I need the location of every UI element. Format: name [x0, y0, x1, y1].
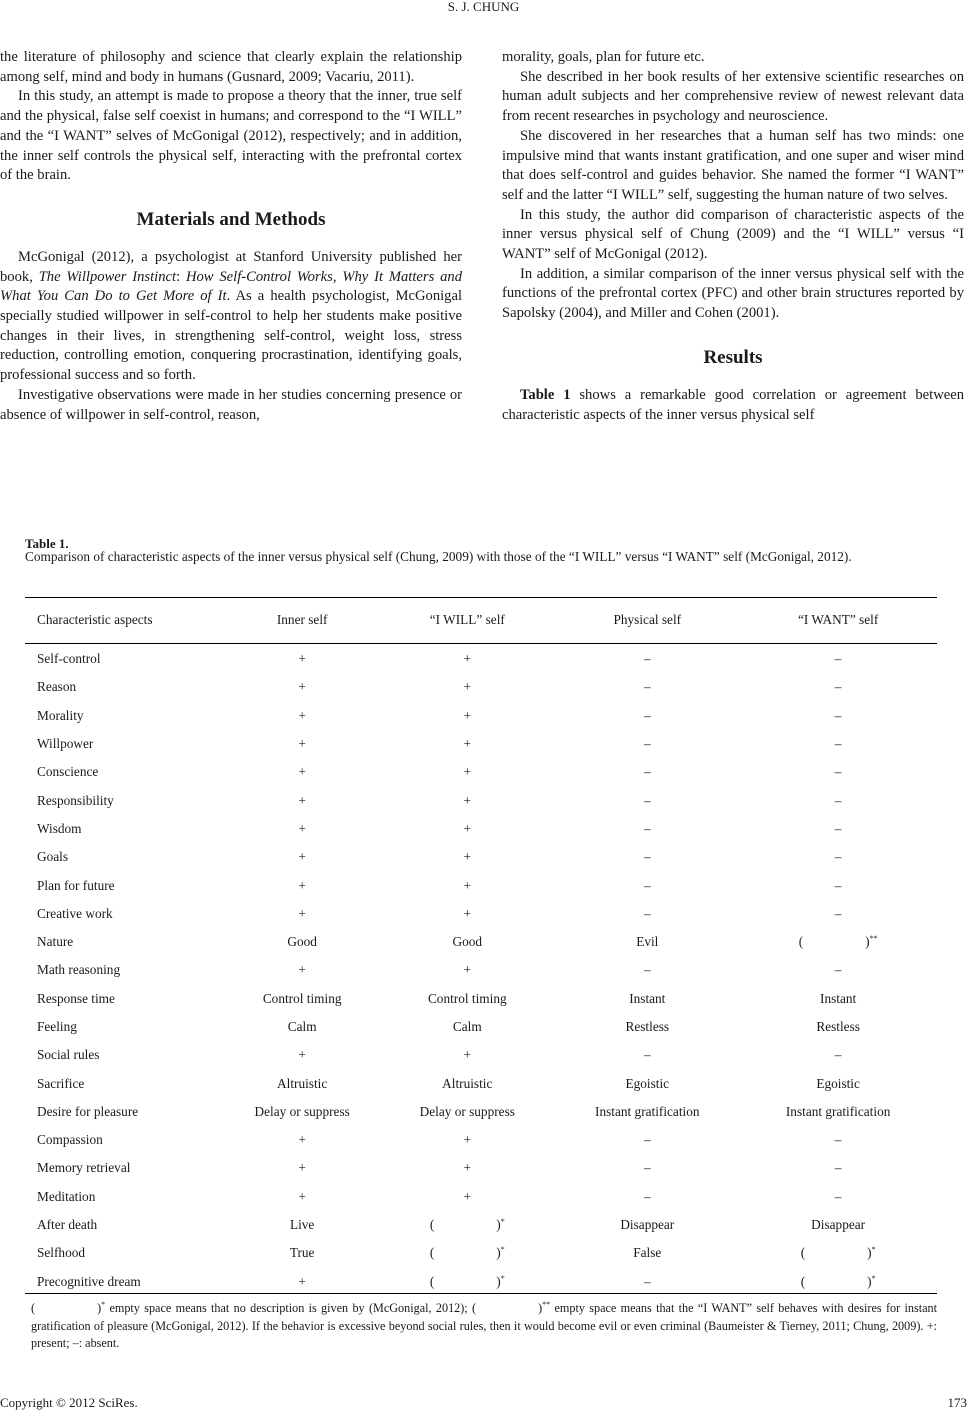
row-label: Wisdom: [37, 820, 82, 836]
table-cell: Disappear: [811, 1217, 866, 1233]
table-cell: –: [643, 679, 651, 695]
empty-marker-cell: ( )*: [800, 1273, 876, 1289]
table-cell: +: [298, 736, 306, 752]
row-label: Compassion: [37, 1132, 103, 1148]
table-cell: +: [463, 1188, 472, 1204]
table-row: [25, 985, 937, 1013]
book-subtitle: How Self-Control Works: [185, 268, 333, 285]
row-label: Social rules: [37, 1047, 100, 1063]
row-label: Selfhood: [37, 1245, 86, 1261]
table-caption: Comparison of characteristic aspects of the inner versus physical self (Chung, 2009) with those of the “I WILL” versus “I WANT” self (McGonigal, 2012).: [25, 549, 852, 564]
table-cell: +: [463, 1047, 472, 1063]
table-cell: –: [643, 1160, 651, 1176]
table-cell: –: [834, 1188, 842, 1204]
table-cell: –: [643, 905, 651, 921]
empty-marker-cell: ( )*: [429, 1217, 505, 1233]
table-cell: +: [463, 707, 472, 723]
table-cell: +: [463, 764, 472, 780]
table-label: Table 1.: [25, 536, 69, 551]
empty-marker-cell: ( )**: [798, 934, 878, 950]
table-cell: Calm: [287, 1019, 317, 1034]
table-cell: +: [463, 1160, 472, 1176]
table-cell: +: [298, 764, 306, 780]
section-heading-methods: Materials and Methods: [136, 208, 326, 230]
table-cell: –: [643, 1132, 651, 1148]
table-cell: +: [298, 1047, 306, 1063]
table-cell: –: [834, 764, 842, 780]
table-cell: +: [298, 1132, 306, 1148]
table-cell: Restless: [625, 1019, 670, 1034]
table-cell: +: [463, 679, 472, 695]
row-label: Nature: [37, 934, 74, 950]
table-cell: +: [298, 820, 306, 836]
table-cell: Instant: [629, 990, 666, 1006]
empty-marker-cell: ( )*: [800, 1245, 876, 1261]
row-label: Responsibility: [37, 792, 114, 808]
row-label: Morality: [37, 707, 84, 723]
column-header: “I WANT” self: [798, 612, 879, 627]
table-row: [25, 843, 937, 871]
table-row: [25, 673, 937, 701]
table-cell: Delay or suppress: [419, 1103, 515, 1119]
table-cell: –: [643, 877, 651, 893]
paragraph: She described in her book results of her extensive scientific researches on human adult subjects and her comprehensive review of newest relevant data from recent researches in psychology and neuroscience.: [502, 68, 964, 125]
table-cell: –: [643, 651, 651, 667]
table-cell: +: [463, 792, 472, 808]
paragraph: Investigative observations were made in her studies concerning presence or absence of willpower in self-control, reason,: [0, 386, 462, 423]
left-column: [0, 48, 462, 425]
table-row: [25, 1126, 937, 1154]
table-cell: +: [463, 849, 472, 865]
table-row: [25, 1069, 937, 1097]
table-row: [25, 1098, 937, 1126]
table-row: [25, 1183, 937, 1211]
paragraph: the literature of philosophy and science that clearly explain the relationship among self, mind and body in humans (Gusnard, 2009; Vacariu, 2011).: [0, 49, 462, 85]
table-cell: +: [463, 905, 472, 921]
table-cell: –: [834, 707, 842, 723]
table-cell: Restless: [816, 1019, 860, 1034]
table-row: [25, 1211, 937, 1239]
paragraph: She discovered in her researches that a human self has two minds: one impulsive mind that wants instant gratification, and one super and wiser mind that does self-control and guides behavior. She named the former “I WANT” self and the latter “I WILL” self, suggesting the human nature of two selves.: [502, 127, 964, 203]
table-cell: –: [643, 849, 651, 865]
table-cell: –: [643, 1273, 651, 1289]
table-row: [25, 871, 937, 899]
row-label: Creative work: [37, 905, 113, 921]
table-row: [25, 645, 937, 673]
paragraph: morality, goals, plan for future etc.: [502, 49, 705, 65]
paragraph-results: Table 1 shows a remarkable good correlation or agreement between characteristic aspects of the inner versus physical self: [502, 386, 964, 423]
table-cell: Delay or suppress: [254, 1103, 350, 1119]
row-label: Reason: [37, 679, 77, 695]
table-cell: –: [834, 877, 842, 893]
table-reference: Table 1: [520, 386, 571, 403]
table-cell: –: [834, 1132, 842, 1148]
row-label: Meditation: [37, 1188, 96, 1204]
table-cell: +: [463, 651, 472, 667]
table-cell: Instant: [820, 990, 857, 1006]
table-cell: Altruistic: [442, 1075, 493, 1091]
column-header: Physical self: [613, 612, 682, 627]
table-cell: Egoistic: [816, 1075, 860, 1091]
table-row: [25, 815, 937, 843]
table-row: [25, 1041, 937, 1069]
table-cell: +: [298, 1160, 306, 1176]
comparison-table: [25, 606, 937, 1296]
empty-marker-cell: ( )*: [429, 1273, 505, 1289]
table-cell: Egoistic: [625, 1075, 670, 1091]
table-cell: +: [298, 905, 306, 921]
table-cell: Disappear: [620, 1217, 675, 1233]
table-row: [25, 900, 937, 928]
table-cell: Evil: [636, 934, 659, 950]
table-cell: +: [298, 651, 306, 667]
table-cell: Good: [452, 934, 483, 950]
table-cell: +: [463, 877, 472, 893]
table-cell: Good: [287, 934, 317, 950]
table-cell: Instant gratification: [785, 1103, 891, 1119]
table-row: [25, 928, 937, 956]
table-row: [25, 786, 937, 814]
table-cell: –: [834, 905, 842, 921]
right-column: [502, 48, 964, 425]
row-label: Willpower: [37, 736, 94, 752]
table-cell: +: [463, 962, 472, 978]
table-cell: –: [834, 1047, 842, 1063]
book-title: The Willpower Instinct: [38, 268, 177, 285]
table-cell: –: [643, 736, 651, 752]
copyright: Copyright © 2012 SciRes.: [0, 1395, 138, 1410]
table-row: [25, 1268, 937, 1296]
table-cell: Altruistic: [277, 1075, 328, 1091]
page-number: 173: [947, 1395, 967, 1410]
column-header: Characteristic aspects: [37, 612, 153, 627]
table-body: [25, 645, 937, 1296]
table-cell: –: [643, 820, 651, 836]
table-cell: –: [834, 849, 842, 865]
paragraph: In addition, a similar comparison of the inner versus physical self with the functions of the prefrontal cortex (PFC) and other brain structures reported by Sapolsky (2004), and Miller and Cohen (2001).: [502, 265, 964, 322]
paragraph: In this study, an attempt is made to propose a theory that the inner, true self and the physical, false self coexist in humans; and correspond to the “I WILL” and the “I WANT” selves of McGonigal (2012), respectively; and in addition, the inner self controls the physical self, interacting with the prefrontal cortex of the brain.: [0, 88, 462, 184]
row-label: Plan for future: [37, 877, 115, 893]
table-cell: +: [298, 792, 306, 808]
table-cell: –: [643, 962, 651, 978]
table-cell: +: [463, 736, 472, 752]
table-cell: +: [463, 1132, 472, 1148]
empty-marker-cell: ( )*: [429, 1245, 505, 1261]
table-cell: +: [298, 1188, 306, 1204]
row-label: Desire for pleasure: [37, 1103, 139, 1119]
table-cell: +: [298, 849, 306, 865]
running-head: S. J. CHUNG: [447, 0, 520, 14]
table-row: [25, 1013, 937, 1041]
table-cell: –: [643, 1047, 651, 1063]
table-row: [25, 702, 937, 730]
table-top-rule: [25, 597, 937, 598]
table-cell: False: [633, 1245, 662, 1261]
table-cell: +: [298, 877, 306, 893]
table-cell: –: [643, 792, 651, 808]
table-row: [25, 956, 937, 984]
table-cell: +: [298, 707, 306, 723]
table-cell: –: [834, 736, 842, 752]
table-cell: Instant gratification: [595, 1103, 700, 1119]
row-label: Conscience: [37, 764, 99, 780]
row-label: Feeling: [37, 1019, 77, 1034]
table-cell: –: [834, 820, 842, 836]
table-row: [25, 758, 937, 786]
table-cell: +: [463, 820, 472, 836]
table-cell: Live: [289, 1217, 315, 1233]
row-label: Sacrifice: [37, 1075, 85, 1091]
table-cell: +: [298, 1273, 306, 1289]
section-heading-results: Results: [703, 346, 763, 368]
row-label: Math reasoning: [37, 962, 121, 978]
table-cell: –: [643, 1188, 651, 1204]
table-cell: –: [834, 651, 842, 667]
column-header: “I WILL” self: [429, 612, 505, 627]
table-row: [25, 730, 937, 758]
table-cell: –: [834, 962, 842, 978]
table-footnote: ( )* empty space means that no description is given by (McGonigal, 2012); ( )** empty space means that the “I WANT” self behaves with desires for instant gratification of pleasure (McGonigal, 2012). If the behavior is excessive beyond social rules, then it would become evil or even criminal (Baumeister & Tierney, 2011; Chung, 2009). +: present; –: absent.: [31, 1300, 937, 1350]
table-row: [25, 1154, 937, 1182]
row-label: After death: [37, 1217, 98, 1233]
paragraph-mcgonigal: McGonigal (2012), a psychologist at Stanford University published her book, The Willpower Instinct: How Self-Control Works, Why It Matters and What You Can Do to Get More of It. As a health psychologist, McGonigal specially studied willpower in self-control to help her students make positive changes in their lives, in strengthening self-control, weight loss, stress reduction, controlling emotion, conquering procrastination, identifying goals, professional success and so forth.: [0, 248, 462, 384]
row-label: Self-control: [37, 651, 101, 667]
table-cell: Calm: [452, 1019, 482, 1034]
row-label: Goals: [37, 849, 69, 865]
book-subtitle-2: Why It Matters and What You Can Do to Get More of It: [0, 268, 462, 305]
row-label: Memory retrieval: [37, 1160, 131, 1176]
row-label: Precognitive dream: [37, 1273, 141, 1289]
paragraph: In this study, the author did comparison of characteristic aspects of the inner versus physical self of Chung (2009) and the “I WILL” versus “I WANT” self of McGonigal (2012).: [502, 206, 964, 263]
table-cell: +: [298, 962, 306, 978]
table-cell: –: [643, 707, 651, 723]
table-cell: Control timing: [262, 990, 342, 1006]
table-cell: Control timing: [427, 990, 507, 1006]
table-cell: –: [834, 1160, 842, 1176]
column-header: Inner self: [276, 612, 328, 627]
row-label: Response time: [37, 990, 115, 1006]
table-cell: –: [834, 679, 842, 695]
table-cell: True: [289, 1245, 315, 1261]
table-cell: –: [643, 764, 651, 780]
table-cell: –: [834, 792, 842, 808]
table-header-row: [25, 606, 937, 634]
table-row: [25, 1239, 937, 1267]
table-cell: +: [298, 679, 306, 695]
